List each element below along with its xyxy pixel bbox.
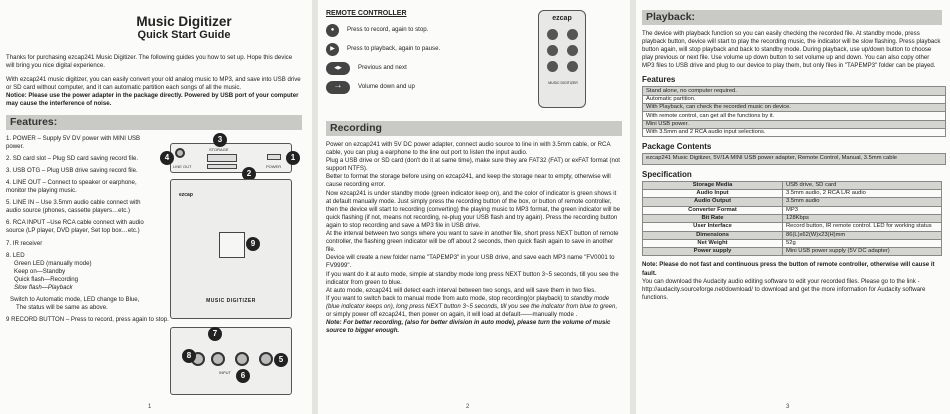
spec-key: Bit Rate [643,214,783,222]
feature-item: 2. SD card slot – Plug SD card saving record file. [6,154,139,162]
callout-1: 1 [286,151,300,165]
recording-paragraph: If you want do it at auto mode, simple at standby mode long press NEXT button 3~5 seconds, till you see the indicator from green to blue. [326,270,619,286]
usb-port [207,154,237,162]
remote-button [547,61,558,72]
led-line: Slow flash—Playback [14,283,73,291]
table-row [643,128,946,136]
callout-4: 4 [160,151,174,165]
recording-paragraph: Device will create a new folder name "TAPEMP3" in your USB drive, and save each MP3 name "FV0001 to FV9999". [326,254,615,270]
recording-note: Note: For better recording, (also for better division in auto mode), please turn the volume of music source to bigger enough. [326,319,611,335]
line-out-jack [175,148,185,158]
callout-9: 9 [246,237,260,251]
spec-key: Net Weight [643,239,783,247]
rca-right-jack [211,352,225,366]
table-row [643,95,946,103]
record-icon: ● [326,24,339,37]
playback-text: The device with playback function so you can easily checking the recorded file. At standby mode, press playback button, device will start to play the recording music, the indicator will be slow flashing. Press playback button again, will stop playback and back to standby mode. During playback, use up/down button to choose play previous or next file. Use volume up down button to set volume up and down. You can also copy other MP3 files to USB drive and plug to our device to play them, but only files in "TAPEMP3" folder can be played. [642,30,941,70]
recording-tail: or simply power off ezcap241, then power on again, it will load at default——manually mode . [326,310,578,318]
spec-value: 128Kbps [783,214,942,222]
recording-paragraph: Power on ezcap241 with 5V DC power adapter, connect audio source to line in with 3.5mm cable, or RCA cable, you can plug a earphone to the line out port to listen the input audio. [326,141,611,157]
spec-table [642,181,942,257]
remote-label: MUSIC DIGITIZER [548,81,578,85]
intro-paragraph: With ezcap241 music digitizer, you can easily convert your old analog music to MP3, and save into USB drive or SD card without computer, and it can automatic partition each songs of all the music. [6,76,301,92]
callout-3: 3 [213,133,227,147]
feature-item: 6. RCA INPUT –Use RCA cable connect with audio source (LP player, DVD player, Set top box…etc.) [6,219,144,235]
download-text: You can download the Audacity audio editing software to edit your recorded files. Please go to the link - http://audacity.sourceforge.net/download/ to download and get the more information for Audacity software functions. [642,277,926,301]
page-number: 3 [786,404,790,410]
remote-heading: REMOTE CONTROLLER [326,10,407,17]
device-body [170,179,292,319]
spec-key: Audio Input [643,190,783,198]
recording-text [326,141,622,335]
device-name: MUSIC DIGITIZER [206,297,256,304]
page-subtitle: Quick Start Guide [137,29,231,41]
contents-box: ezcap241 Music Digitizer, 5V/1A MINI USB power adapter, Remote Control, Manual, 3.5mm cable [642,153,946,165]
prev-next-icon: ◀▶ [326,62,350,75]
switch-text: The status will be same as above. [16,304,108,312]
led-line: Keep on—Standby [14,267,66,275]
feature-cell: Mini USB power. [643,120,946,128]
spec-value: 52g [783,239,942,247]
callout-6: 6 [236,369,250,383]
table-row [643,214,942,222]
spec-value: 3.5mm audio, 2 RCA L/R audio [783,190,942,198]
recording-paragraph: Better to format the storage before using on ezcap241, and keep the storage near to empty, otherwise will cause recording error. [326,173,611,189]
spec-key: User Interface [643,223,783,231]
play-icon: ▶ [326,43,339,56]
remote-row-text: Previous and next [358,64,407,72]
device-diagram [162,134,308,402]
features-list [6,135,156,313]
storage-label: STORAGE [209,146,229,152]
spec-key: Dimensions [643,231,783,239]
spec-key: Storage Media [643,181,783,189]
line-in-jack [235,352,249,366]
features-heading: Features [642,75,676,85]
remote-button [567,29,578,40]
remote-button [567,61,578,72]
recording-paragraph-lead: If you want to switch back to manual mode from auto mode, stop recording(or playback) to [326,294,570,302]
callout-8: 8 [182,349,196,363]
spec-value: USB drive, SD card [783,181,942,189]
feature-cell: Automatic partition. [643,95,946,103]
input-label: INPUT [219,369,231,375]
spec-value: MP3 [783,206,942,214]
ir-receiver [259,352,273,366]
power-port [267,154,281,160]
device-top-view [170,143,292,173]
table-row [643,104,946,112]
led-block [6,252,156,292]
feature-cell: With Playback, can check the recorded music on device. [643,104,946,112]
recording-paragraph: At the interval between two songs where you want to save in another file, short press NEXT button of remote controller, the flashing green indicator will be off about 2 seconds, then quick flash again to save in another file. [326,230,619,254]
table-row [643,239,942,247]
contents-heading: Package Contents [642,142,712,152]
volume-icon: −+ [326,81,350,94]
led-line: Green LED (manually mode) [14,259,92,267]
table-row [643,198,942,206]
remote-brand: ezcap [552,15,572,22]
feature-cell: Stand alone, no computer required. [643,87,946,95]
table-row [643,190,942,198]
remote-button [547,29,558,40]
remote-button [547,45,558,56]
feature-item: 5. LINE IN – Use 3.5mm audio cable connect with audio source (phones, cassette players…etc.) [6,199,141,215]
note-text: Note: Please do not fast and continuous press the button of remote controller, otherwise will cause it fault. [642,261,935,277]
page-title: Music Digitizer [136,14,232,29]
recording-paragraph [326,295,622,319]
features-heading: Features: [6,115,302,130]
feature-cell: With 3.5mm and 2 RCA audio input selections. [643,128,946,136]
spec-key: Audio Output [643,198,783,206]
recording-italic: standby mode (blue indicator keeps on), long press NEXT button 3~5 seconds, till you see the indicator from blue to green, [326,294,618,310]
led-line: Quick flash—Recording [14,275,79,283]
table-row [643,248,942,256]
page-number: 2 [466,404,470,410]
line-out-label: LINE OUT [173,163,192,169]
table-row [643,120,946,128]
table-row [643,181,942,189]
feature-item: 7. IR receiver [6,239,43,247]
spec-value: 3.5mm audio [783,198,942,206]
page-number: 1 [148,404,152,410]
table-row [643,206,942,214]
callout-5: 5 [274,353,288,367]
recording-paragraph: Plug a USB drive or SD card (don't do it at same time), make sure they are FAT32 (FAT) or exFAT format (not support NTFS). [326,157,620,173]
spec-heading: Specification [642,169,692,179]
playback-heading: Playback: [642,10,942,25]
remote-row-text: Press to record, again to stop. [347,26,429,34]
remote-row-text: Press to playback, again to pause. [347,45,441,53]
feature-cell: With remote control, can get all the functions by it. [643,112,946,120]
device-brand: ezcap [179,191,193,198]
page-1 [0,0,312,414]
page-3 [636,0,950,414]
table-row [643,231,942,239]
spec-key: Power supply [643,248,783,256]
table-row [643,112,946,120]
led-title: 8. LED [6,251,25,259]
page-2 [318,0,630,414]
feature-item: 4. LINE OUT – Connect to speaker or earphone, monitor the playing music. [6,178,137,195]
recording-heading: Recording [326,121,622,136]
spec-value: Mini USB power supply (5V DC adapter) [783,248,942,256]
spec-value: Record button, IR remote control. LED for working status [783,223,942,231]
feature-item: 1. POWER – Supply 5V DV power with MINI USB power. [6,134,141,150]
intro-paragraph: Thanks for purchasing ezcap241 Music Digitizer. The following guides you how to set up. Hope this device will bring you nice digital experience. [6,54,293,70]
table-row [643,223,942,231]
spec-value: 86(L)x62(W)x23(H)mm [783,231,942,239]
switch-text: Switch to Automatic mode, LED change to Blue, [10,296,140,304]
record-button-text: 9 RECORD BUTTON – Press to record, press again to stop. [6,316,169,324]
remote-button [567,45,578,56]
power-label: POWER [266,163,282,169]
recording-paragraph: At auto mode, ezcap241 will detect each interval between two songs, and will save them in two files. [326,286,596,294]
record-button [219,232,245,258]
remote-control-image [538,10,586,108]
notice-text: Notice: Please use the power adapter in the package directly. Powered by USB port of your computer may cause the interference of noise. [6,92,299,108]
spec-key: Converter Format [643,206,783,214]
table-row [643,87,946,95]
recording-paragraph: Now ezcap241 is under standby mode (green indicator keep on), and the color of indicator is green shows it at default manually mode. Just simply press the recording button of the box, or button of remote controller, then the device will start to recording (converting) the playing music to MP3 format, the green indicator will be quick flashing (if not, means not recording, re-plug your USB flash and try again). Press the recording button again to stop recording and save a MP3 file in USB drive. [326,189,620,229]
remote-row-text: Volume down and up [358,83,415,91]
callout-2: 2 [242,167,256,181]
feature-item: 3. USB OTG – Plug USB drive saving record file. [6,166,138,174]
sd-slot [207,164,237,169]
features-table [642,86,946,137]
callout-7: 7 [208,327,222,341]
